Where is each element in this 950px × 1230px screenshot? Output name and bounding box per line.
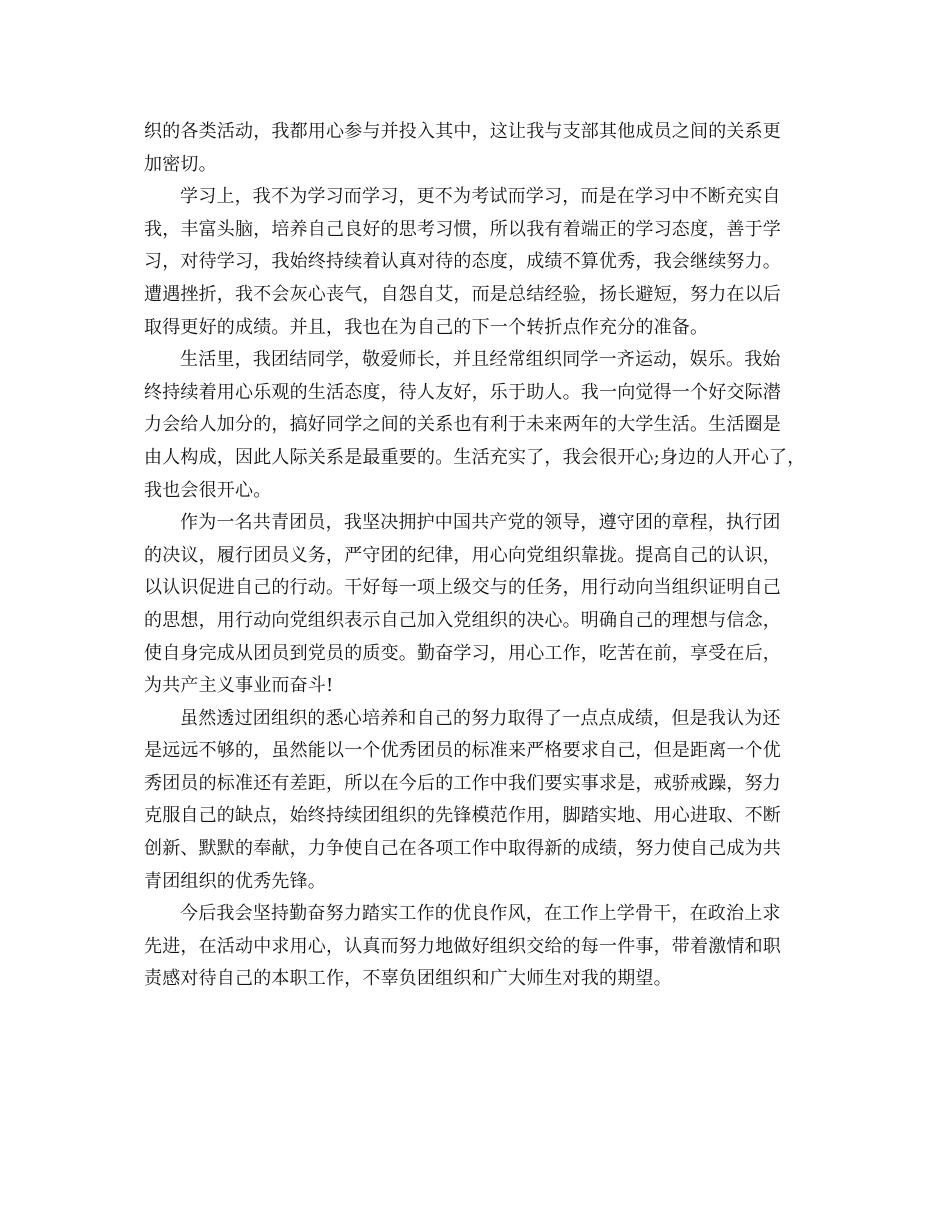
text-line: 以认识促进自己的行动。干好每一项上级交与的任务，用行动向当组织证明自己 bbox=[144, 577, 781, 599]
text-line: 习，对待学习，我始终持续着认真对待的态度，成绩不算优秀，我会继续努力。 bbox=[144, 251, 781, 273]
text-line: 先进，在活动中求用心，认真而努力地做好组织交给的每一件事，带着激情和职 bbox=[144, 935, 781, 957]
paragraph-life bbox=[144, 344, 814, 507]
text-line: 学习上，我不为学习而学习，更不为考试而学习，而是在学习中不断充实自 bbox=[180, 186, 781, 208]
text-line: 生活里，我团结同学，敬爱师长，并且经常组织同学一齐运动，娱乐。我始 bbox=[180, 349, 781, 371]
text-line: 终持续着用心乐观的生活态度，待人友好，乐于助人。我一向觉得一个好交际潜 bbox=[144, 381, 781, 403]
text-line: 今后我会坚持勤奋努力踏实工作的优良作风，在工作上学骨干，在政治上求 bbox=[180, 903, 781, 925]
text-line: 作为一名共青团员，我坚决拥护中国共产党的领导，遵守团的章程，执行团 bbox=[180, 512, 781, 534]
text-line: 的思想，用行动向党组织表示自己加入党组织的决心。明确自己的理想与信念， bbox=[144, 609, 781, 631]
text-line: 由人构成，因此人际关系是最重要的。生活充实了，我会很开心;身边的人开心了， bbox=[144, 446, 806, 468]
paragraph-activities-continued bbox=[144, 116, 814, 181]
paragraph-future bbox=[144, 898, 814, 996]
text-line: 创新、默默的奉献，力争使自己在各项工作中取得新的成绩，努力使自己成为共 bbox=[144, 838, 781, 860]
text-line: 我也会很开心。 bbox=[144, 479, 272, 501]
text-line: 青团组织的优秀先锋。 bbox=[144, 870, 326, 892]
text-line: 责感对待自己的本职工作，不辜负团组织和广大师生对我的期望。 bbox=[144, 968, 672, 990]
text-line: 虽然透过团组织的悉心培养和自己的努力取得了一点点成绩，但是我认为还 bbox=[180, 707, 781, 729]
text-line: 秀团员的标准还有差距，所以在今后的工作中我们要实事求是，戒骄戒躁，努力 bbox=[144, 772, 781, 794]
text-line: 织的各类活动，我都用心参与并投入其中，这让我与支部其他成员之间的关系更 bbox=[144, 121, 781, 142]
text-line: 的决议，履行团员义务，严守团的纪律，用心向党组织靠拢。提高自己的认识， bbox=[144, 544, 781, 566]
text-line: 使自身完成从团员到党员的质变。勤奋学习，用心工作，吃苦在前，享受在后， bbox=[144, 642, 781, 664]
text-line: 为共产主义事业而奋斗! bbox=[144, 675, 334, 697]
text-line: 我，丰富头脑，培养自己良好的思考习惯，所以我有着端正的学习态度，善于学 bbox=[144, 218, 781, 240]
text-line: 是远远不够的，虽然能以一个优秀团员的标准来严格要求自己，但是距离一个优 bbox=[144, 740, 781, 762]
text-line: 取得更好的成绩。并且，我也在为自己的下一个转折点作充分的准备。 bbox=[144, 316, 709, 338]
paragraph-league-member bbox=[144, 507, 814, 703]
document-body bbox=[144, 116, 814, 996]
text-line: 加密切。 bbox=[144, 153, 217, 175]
text-line: 克服自己的缺点，始终持续团组织的先锋模范作用，脚踏实地、用心进取、不断 bbox=[144, 805, 781, 827]
text-line: 遭遇挫折，我不会灰心丧气，自怨自艾，而是总结经验，扬长避短，努力在以后 bbox=[144, 283, 781, 305]
paragraph-study bbox=[144, 181, 814, 344]
paragraph-shortcomings bbox=[144, 703, 814, 899]
text-line: 力会给人加分的，搞好同学之间的关系也有利于未来两年的大学生活。生活圈是 bbox=[144, 414, 781, 436]
